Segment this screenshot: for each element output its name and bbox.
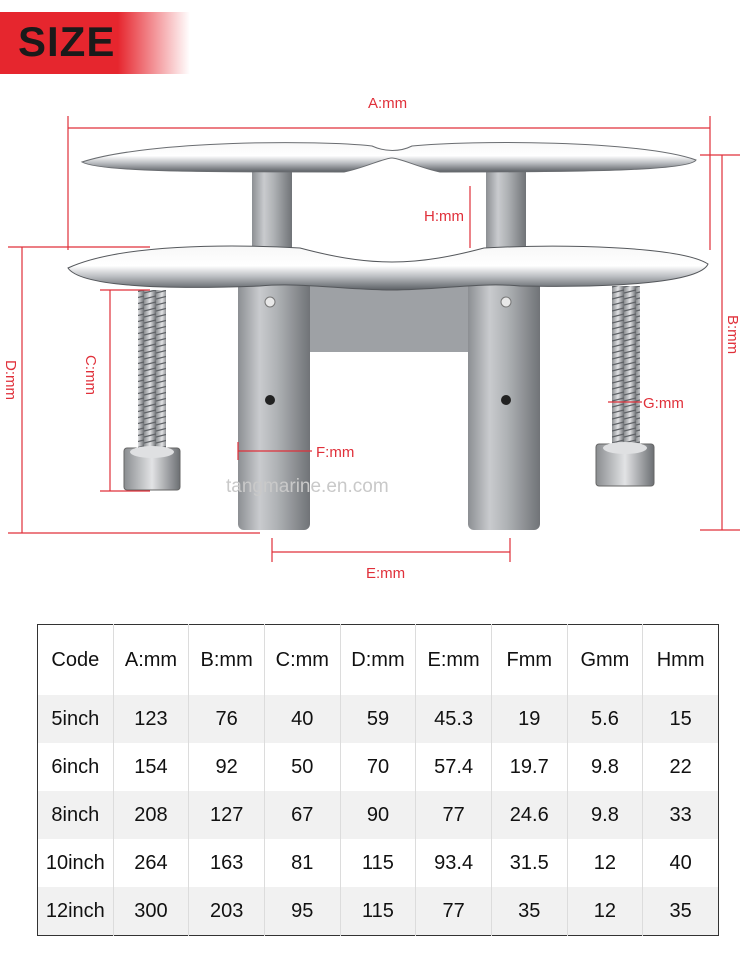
table-cell: 9.8 — [567, 743, 643, 791]
table-cell: 12 — [567, 887, 643, 936]
table-cell: 154 — [113, 743, 189, 791]
header-d: D:mm — [340, 625, 416, 696]
dim-label-g: G:mm — [643, 395, 684, 412]
table-cell: 59 — [340, 695, 416, 743]
cleat-diagram — [0, 80, 750, 600]
dim-label-c: C:mm — [82, 355, 99, 395]
table-cell: 208 — [113, 791, 189, 839]
table-cell: 77 — [416, 791, 492, 839]
table-cell: 8inch — [38, 791, 114, 839]
dim-label-h: H:mm — [424, 208, 464, 225]
top-horn — [82, 143, 696, 172]
table-cell: 35 — [491, 887, 567, 936]
size-banner — [0, 12, 190, 74]
header-b: B:mm — [189, 625, 265, 696]
header-c: C:mm — [264, 625, 340, 696]
table-cell: 35 — [643, 887, 719, 936]
left-bolt — [124, 290, 180, 490]
dim-label-f: F:mm — [316, 444, 355, 461]
table-cell: 31.5 — [491, 839, 567, 887]
table-cell: 40 — [643, 839, 719, 887]
header-a: A:mm — [113, 625, 189, 696]
base-plate — [68, 246, 708, 290]
header-e: E:mm — [416, 625, 492, 696]
table-cell: 92 — [189, 743, 265, 791]
left-rivet — [265, 297, 275, 307]
table-cell: 67 — [264, 791, 340, 839]
table-cell: 40 — [264, 695, 340, 743]
dim-label-b: B:mm — [724, 315, 741, 355]
table-cell: 22 — [643, 743, 719, 791]
header-code: Code — [51, 648, 100, 671]
table-cell: 19.7 — [491, 743, 567, 791]
table-cell: 264 — [113, 839, 189, 887]
table-cell: 115 — [340, 887, 416, 936]
table-cell: 70 — [340, 743, 416, 791]
table-cell: 45.3 — [416, 695, 492, 743]
table-cell: 95 — [264, 887, 340, 936]
table-cell: 24.6 — [491, 791, 567, 839]
right-bolt — [596, 286, 654, 486]
table-cell: 76 — [189, 695, 265, 743]
header-h: Hmm — [643, 625, 719, 696]
table-cell: 5inch — [38, 695, 114, 743]
table-row — [38, 743, 719, 791]
table-cell: 163 — [189, 839, 265, 887]
table-row — [38, 791, 719, 839]
table-cell: 123 — [113, 695, 189, 743]
table-cell: 203 — [189, 887, 265, 936]
size-table — [37, 624, 719, 936]
header-g: Gmm — [567, 625, 643, 696]
table-cell: 50 — [264, 743, 340, 791]
table-cell: 81 — [264, 839, 340, 887]
table-cell: 33 — [643, 791, 719, 839]
header-f: Fmm — [491, 625, 567, 696]
table-cell: 9.8 — [567, 791, 643, 839]
table-cell: 127 — [189, 791, 265, 839]
dim-label-a: A:mm — [368, 95, 408, 112]
table-header-row — [38, 625, 719, 696]
banner-title: SIZE — [18, 18, 116, 65]
table-cell: 12 — [567, 839, 643, 887]
leg-bridge — [310, 282, 468, 352]
right-leg — [468, 280, 540, 530]
table-cell: 12inch — [38, 887, 114, 936]
table-cell: 300 — [113, 887, 189, 936]
table-cell: 115 — [340, 839, 416, 887]
table-row — [38, 887, 719, 936]
table-row — [38, 695, 719, 743]
right-rivet — [501, 297, 511, 307]
table-cell: 19 — [491, 695, 567, 743]
table-cell: 57.4 — [416, 743, 492, 791]
table-cell: 93.4 — [416, 839, 492, 887]
table-cell: 15 — [643, 695, 719, 743]
watermark: tangmarine.en.com — [226, 476, 389, 497]
table-cell: 10inch — [45, 851, 105, 874]
dim-label-e: E:mm — [366, 565, 406, 582]
table-cell: 90 — [340, 791, 416, 839]
table-row — [38, 839, 719, 887]
table-cell: 5.6 — [567, 695, 643, 743]
dim-label-d: D:mm — [2, 360, 19, 400]
right-hole — [501, 395, 511, 405]
table-cell: 6inch — [51, 755, 100, 778]
table-cell: 77 — [416, 887, 492, 936]
left-hole — [265, 395, 275, 405]
